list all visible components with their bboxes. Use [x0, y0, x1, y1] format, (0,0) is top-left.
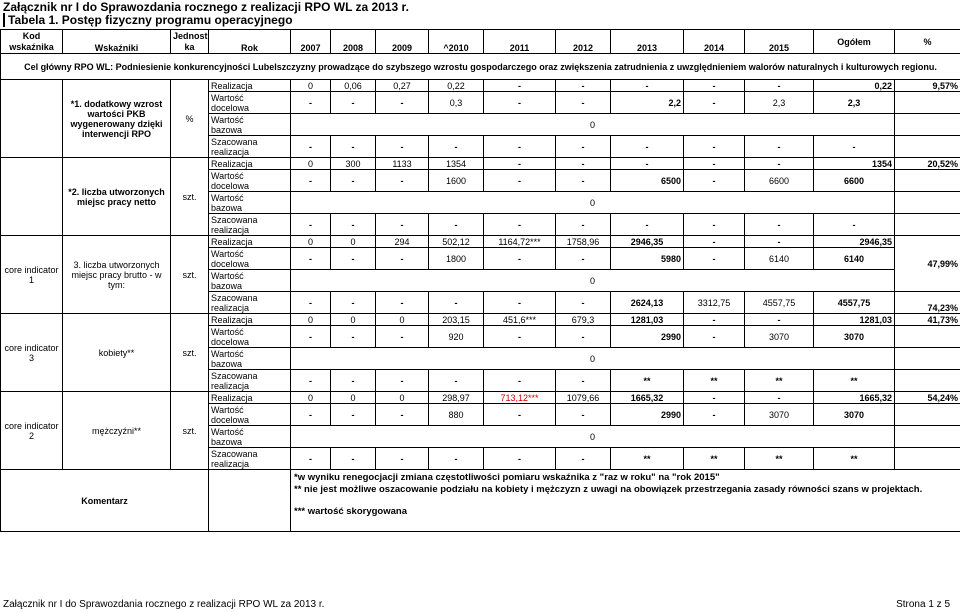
- row-label-bazowa-l2: bazowa: [211, 436, 243, 447]
- szacowana-value: -: [484, 214, 556, 236]
- docelowa-value: -: [291, 170, 331, 192]
- realizacja-value: -: [745, 314, 814, 326]
- indicator-code: [1, 80, 63, 158]
- col-jednostka: Jednost: [171, 30, 209, 42]
- docelowa-value: 6140: [745, 248, 814, 270]
- row-label-docelowa-l2: docelowa: [211, 258, 250, 269]
- szacowana-value: -: [376, 370, 429, 392]
- docelowa-value: -: [556, 170, 611, 192]
- col-kod-2: wskaźnika: [1, 42, 63, 54]
- row-label-docelowa: [209, 404, 291, 426]
- szacowana-value: -: [429, 448, 484, 470]
- docelowa-value: -: [376, 170, 429, 192]
- docelowa-value: -: [684, 170, 745, 192]
- docelowa-value: 3070: [745, 404, 814, 426]
- bazowa-value: 0: [291, 348, 895, 370]
- docelowa-value: -: [331, 170, 376, 192]
- szacowana-value: -: [484, 292, 556, 314]
- bazowa-pct: [895, 348, 960, 370]
- table-row: [1, 314, 960, 326]
- bazowa-pct: [895, 426, 960, 448]
- indicator-code: core indicator 1: [1, 236, 63, 314]
- realizacja-value: -: [745, 80, 814, 92]
- row-label-bazowa: [209, 426, 291, 448]
- row-label-szacowana-l2: realizacja: [211, 224, 250, 235]
- szacowana-pct: [895, 370, 960, 392]
- docelowa-pct: [895, 170, 960, 192]
- realizacja-value: -: [484, 80, 556, 92]
- szacowana-value: **: [611, 370, 684, 392]
- szacowana-pct: [895, 448, 960, 470]
- comment-3: *** wartość skorygowana: [294, 506, 407, 517]
- docelowa-value: -: [376, 248, 429, 270]
- docelowa-value: -: [684, 248, 745, 270]
- docelowa-value: 920: [429, 326, 484, 348]
- realizacja-value: 0: [291, 392, 331, 404]
- realizacja-value: 1354: [429, 158, 484, 170]
- comments-text: [291, 470, 960, 532]
- szacowana-value: **: [684, 370, 745, 392]
- szacowana-value: -: [556, 292, 611, 314]
- realizacja-value: -: [684, 392, 745, 404]
- row-label-realizacja: Realizacja: [209, 392, 291, 404]
- row-label-bazowa-l1: Wartość: [211, 426, 244, 437]
- szacowana-value: -: [556, 448, 611, 470]
- row-label-docelowa-l2: docelowa: [211, 102, 250, 113]
- szacowana-pct: 74,23%: [895, 292, 960, 314]
- footer-page: Strona 1 z 5: [896, 599, 950, 610]
- docelowa-pct: [895, 326, 960, 348]
- docelowa-value: -: [291, 248, 331, 270]
- docelowa-total: 2,3: [814, 92, 895, 114]
- indicator-name: kobiety**: [63, 314, 171, 392]
- row-label-szacowana: [209, 136, 291, 158]
- szacowana-value: -: [291, 370, 331, 392]
- row-label-szacowana-l2: realizacja: [211, 458, 250, 469]
- row-label-docelowa: [209, 92, 291, 114]
- szacowana-total: 4557,75: [814, 292, 895, 314]
- realizacja-value: 0: [291, 314, 331, 326]
- indicator-unit: szt.: [171, 236, 209, 314]
- realizacja-value: 0: [291, 80, 331, 92]
- realizacja-pct: 9,57%: [895, 80, 960, 92]
- docelowa-value: -: [331, 92, 376, 114]
- szacowana-value: **: [684, 448, 745, 470]
- bazowa-value: 0: [291, 192, 895, 214]
- bazowa-value: 0: [291, 426, 895, 448]
- docelowa-value: 880: [429, 404, 484, 426]
- row-label-bazowa-l2: bazowa: [211, 280, 243, 291]
- col-jednostka-2: ka: [171, 42, 209, 54]
- docelowa-value: 3070: [745, 326, 814, 348]
- szacowana-value: **: [611, 448, 684, 470]
- col-2013: 2013: [611, 30, 684, 54]
- row-label-szacowana-l1: Szacowana: [211, 136, 258, 147]
- col-2011: 2011: [484, 30, 556, 54]
- realizacja-value: 0: [331, 392, 376, 404]
- szacowana-value: 4557,75: [745, 292, 814, 314]
- realizacja-value: 1281,03: [611, 314, 684, 326]
- indicator-unit: %: [171, 80, 209, 158]
- indicator-name: *1. dodatkowy wzrost wartości PKB wygenerowany dzięki interwencji RPO: [63, 80, 171, 158]
- col-pct: %: [895, 30, 960, 54]
- szacowana-value: -: [429, 214, 484, 236]
- realizacja-value: 0,22: [429, 80, 484, 92]
- realizacja-value: -: [556, 158, 611, 170]
- szacowana-value: -: [484, 136, 556, 158]
- szacowana-value: -: [376, 292, 429, 314]
- szacowana-value: -: [556, 136, 611, 158]
- row-label-szacowana: [209, 292, 291, 314]
- table-caption: Tabela 1. Postęp fizyczny programu operacyjnego: [3, 13, 293, 27]
- docelowa-value: -: [291, 92, 331, 114]
- col-2009: 2009: [376, 30, 429, 54]
- realizacja-value: -: [611, 158, 684, 170]
- row-label-szacowana-l1: Szacowana: [211, 292, 258, 303]
- docelowa-value: 1600: [429, 170, 484, 192]
- comments-spacer: [209, 470, 291, 532]
- bazowa-pct: [895, 114, 960, 136]
- row-label-szacowana-l1: Szacowana: [211, 448, 258, 459]
- row-label-docelowa-l2: docelowa: [211, 336, 250, 347]
- realizacja-value: 1079,66: [556, 392, 611, 404]
- docelowa-value: -: [484, 404, 556, 426]
- szacowana-value: -: [611, 214, 684, 236]
- comments-row: [1, 470, 960, 532]
- row-label-bazowa-l2: bazowa: [211, 202, 243, 213]
- row-label-bazowa: [209, 192, 291, 214]
- szacowana-value: -: [331, 370, 376, 392]
- docelowa-value: -: [684, 404, 745, 426]
- szacowana-value: -: [376, 136, 429, 158]
- row-label-szacowana: [209, 214, 291, 236]
- szacowana-value: -: [376, 214, 429, 236]
- realizacja-value: -: [484, 158, 556, 170]
- docelowa-value: 2990: [611, 326, 684, 348]
- progress-table: [0, 29, 960, 532]
- realizacja-total: 1665,32: [814, 392, 895, 404]
- szacowana-value: -: [745, 214, 814, 236]
- realizacja-total: 1354: [814, 158, 895, 170]
- realizacja-total: 0,22: [814, 80, 895, 92]
- table-row: [1, 236, 960, 248]
- szacowana-pct: [895, 214, 960, 236]
- docelowa-value: -: [684, 326, 745, 348]
- col-wskazniki: Wskaźniki: [63, 30, 171, 54]
- docelowa-value: -: [484, 326, 556, 348]
- realizacja-value: 0: [291, 158, 331, 170]
- docelowa-value: -: [291, 404, 331, 426]
- row-label-bazowa-l1: Wartość: [211, 270, 244, 281]
- docelowa-value: 2,3: [745, 92, 814, 114]
- szacowana-value: -: [331, 136, 376, 158]
- comment-2: ** nie jest możliwe oszacowanie podziału na kobiety i mężczyzn z uwagi na obowiązek przestrzegania zasady równości szans w projektach.: [294, 484, 923, 495]
- szacowana-value: -: [331, 292, 376, 314]
- docelowa-value: -: [331, 404, 376, 426]
- szacowana-value: -: [331, 214, 376, 236]
- bazowa-pct: [895, 192, 960, 214]
- docelowa-value: -: [556, 92, 611, 114]
- szacowana-value: -: [611, 136, 684, 158]
- docelowa-value: 0,3: [429, 92, 484, 114]
- document-title: Załącznik nr I do Sprawozdania rocznego z realizacji RPO WL za 2013 r.: [3, 0, 409, 14]
- bazowa-value: 0: [291, 114, 895, 136]
- col-2012: 2012: [556, 30, 611, 54]
- row-label-docelowa: [209, 170, 291, 192]
- szacowana-value: -: [291, 136, 331, 158]
- docelowa-value: -: [484, 170, 556, 192]
- docelowa-value: -: [484, 248, 556, 270]
- row-label-szacowana-l2: realizacja: [211, 146, 250, 157]
- docelowa-total: 3070: [814, 326, 895, 348]
- szacowana-value: -: [291, 448, 331, 470]
- docelowa-value: -: [376, 326, 429, 348]
- indicator-name: 3. liczba utworzonych miejsc pracy brutto - w tym:: [63, 236, 171, 314]
- szacowana-value: -: [484, 370, 556, 392]
- szacowana-value: -: [429, 136, 484, 158]
- realizacja-value: 1164,72***: [484, 236, 556, 248]
- docelowa-value: 2990: [611, 404, 684, 426]
- szacowana-value: -: [376, 448, 429, 470]
- szacowana-value: -: [556, 214, 611, 236]
- row-label-bazowa-l2: bazowa: [211, 358, 243, 369]
- row-label-docelowa: [209, 248, 291, 270]
- szacowana-total: **: [814, 448, 895, 470]
- row-label-szacowana: [209, 370, 291, 392]
- col-rok: Rok: [209, 30, 291, 54]
- row-label-docelowa-l1: Wartość: [211, 326, 244, 337]
- realizacja-value: -: [745, 158, 814, 170]
- szacowana-value: -: [684, 214, 745, 236]
- szacowana-total: -: [814, 136, 895, 158]
- szacowana-value: 2624,13: [611, 292, 684, 314]
- realizacja-value: -: [745, 236, 814, 248]
- row-label-szacowana-l1: Szacowana: [211, 214, 258, 225]
- szacowana-value: -: [684, 136, 745, 158]
- docelowa-value: -: [556, 404, 611, 426]
- row-label-bazowa-l1: Wartość: [211, 348, 244, 359]
- realizacja-total: 1281,03: [814, 314, 895, 326]
- docelowa-total: 6140: [814, 248, 895, 270]
- docelowa-value: -: [376, 92, 429, 114]
- szacowana-value: **: [745, 448, 814, 470]
- realizacja-value: 451,6***: [484, 314, 556, 326]
- szacowana-value: -: [331, 448, 376, 470]
- row-label-bazowa-l1: Wartość: [211, 192, 244, 203]
- szacowana-value: -: [291, 214, 331, 236]
- row-label-docelowa-l1: Wartość: [211, 170, 244, 181]
- docelowa-value: 6600: [745, 170, 814, 192]
- indicator-code: core indicator 3: [1, 314, 63, 392]
- docelowa-value: -: [331, 326, 376, 348]
- row-label-realizacja: Realizacja: [209, 158, 291, 170]
- col-2008: 2008: [331, 30, 376, 54]
- main-goal: Cel główny RPO WL: Podniesienie konkurencyjności Lubelszczyzny prowadzące do szybszego wzrostu gospodarczego oraz zwiększenia zatrudnienia z uwzględnieniem walorów naturalnych i kulturowych regionu.: [1, 54, 960, 80]
- indicator-unit: szt.: [171, 158, 209, 236]
- row-label-realizacja: Realizacja: [209, 314, 291, 326]
- footer-left: Załącznik nr I do Sprawozdania rocznego z realizacji RPO WL za 2013 r.: [3, 599, 325, 610]
- docelowa-value: -: [484, 92, 556, 114]
- realizacja-value: -: [684, 80, 745, 92]
- docelowa-value: -: [331, 248, 376, 270]
- szacowana-total: -: [814, 214, 895, 236]
- realizacja-value: 300: [331, 158, 376, 170]
- row-label-szacowana-l2: realizacja: [211, 302, 250, 313]
- realizacja-value: -: [556, 80, 611, 92]
- realizacja-value: 0: [376, 392, 429, 404]
- row-label-szacowana: [209, 448, 291, 470]
- szacowana-value: -: [291, 292, 331, 314]
- realizacja-value: 0: [331, 236, 376, 248]
- row-label-szacowana-l1: Szacowana: [211, 370, 258, 381]
- indicator-unit: szt.: [171, 314, 209, 392]
- col-2010: ^2010: [429, 30, 484, 54]
- realizacja-pct: 41,73%: [895, 314, 960, 326]
- row-label-szacowana-l2: realizacja: [211, 380, 250, 391]
- docelowa-value: 1800: [429, 248, 484, 270]
- indicator-code: [1, 158, 63, 236]
- realizacja-value: 0: [331, 314, 376, 326]
- docelowa-value: -: [376, 404, 429, 426]
- realizacja-pct: 20,52%: [895, 158, 960, 170]
- row-label-docelowa-l1: Wartość: [211, 248, 244, 259]
- row-label-docelowa-l2: docelowa: [211, 180, 250, 191]
- realizacja-value: 298,97: [429, 392, 484, 404]
- docelowa-value: -: [556, 248, 611, 270]
- col-2014: 2014: [684, 30, 745, 54]
- szacowana-value: -: [429, 370, 484, 392]
- realizacja-value: 713,12***: [484, 392, 556, 404]
- realizacja-value: -: [684, 158, 745, 170]
- row-label-realizacja: Realizacja: [209, 80, 291, 92]
- realizacja-value: 0: [291, 236, 331, 248]
- indicator-unit: szt.: [171, 392, 209, 470]
- realizacja-total: 2946,35: [814, 236, 895, 248]
- realizacja-value: -: [684, 236, 745, 248]
- szacowana-value: **: [745, 370, 814, 392]
- row-label-bazowa: [209, 348, 291, 370]
- col-2015: 2015: [745, 30, 814, 54]
- szacowana-value: -: [484, 448, 556, 470]
- realizacja-value: 0,27: [376, 80, 429, 92]
- realizacja-pct: 54,24%: [895, 392, 960, 404]
- col-kod: Kod: [1, 30, 63, 42]
- row-label-docelowa-l1: Wartość: [211, 404, 244, 415]
- realizacja-value: 1133: [376, 158, 429, 170]
- realizacja-value: -: [684, 314, 745, 326]
- header-row: [1, 30, 960, 42]
- szacowana-value: -: [429, 292, 484, 314]
- realizacja-value: 294: [376, 236, 429, 248]
- realizacja-value: 679,3: [556, 314, 611, 326]
- comments-label: Komentarz: [1, 470, 209, 532]
- realizacja-value: 0,06: [331, 80, 376, 92]
- docelowa-value: -: [556, 326, 611, 348]
- docelowa-value: -: [291, 326, 331, 348]
- docelowa-value: -: [684, 92, 745, 114]
- docelowa-pct: [895, 404, 960, 426]
- docelowa-total: 3070: [814, 404, 895, 426]
- table-row: [1, 80, 960, 92]
- row-label-docelowa: [209, 326, 291, 348]
- row-label-bazowa-l2: bazowa: [211, 124, 243, 135]
- szacowana-total: **: [814, 370, 895, 392]
- row-label-docelowa-l2: docelowa: [211, 414, 250, 425]
- indicator-name: mężczyźni**: [63, 392, 171, 470]
- szacowana-value: -: [556, 370, 611, 392]
- docelowa-pct: [895, 92, 960, 114]
- realizacja-pct: 47,99%: [895, 236, 960, 292]
- realizacja-value: 203,15: [429, 314, 484, 326]
- indicator-code: core indicator 2: [1, 392, 63, 470]
- realizacja-value: 1758,96: [556, 236, 611, 248]
- docelowa-value: 5980: [611, 248, 684, 270]
- szacowana-value: -: [745, 136, 814, 158]
- row-label-bazowa-l1: Wartość: [211, 114, 244, 125]
- realizacja-value: -: [611, 80, 684, 92]
- table-row: [1, 158, 960, 170]
- row-label-docelowa-l1: Wartość: [211, 92, 244, 103]
- comment-1: *w wyniku renegocjacji zmiana częstotliwości pomiaru wskaźnika z "raz w roku" na "rok 2015": [294, 472, 720, 483]
- realizacja-value: 1665,32: [611, 392, 684, 404]
- table-row: [1, 392, 960, 404]
- col-2007: 2007: [291, 30, 331, 54]
- row-label-realizacja: Realizacja: [209, 236, 291, 248]
- szacowana-value: 3312,75: [684, 292, 745, 314]
- realizacja-value: 502,12: [429, 236, 484, 248]
- col-ogolem: Ogółem: [814, 30, 895, 54]
- docelowa-total: 6600: [814, 170, 895, 192]
- docelowa-value: 2,2: [611, 92, 684, 114]
- row-label-bazowa: [209, 270, 291, 292]
- szacowana-pct: [895, 136, 960, 158]
- row-label-bazowa: [209, 114, 291, 136]
- docelowa-value: 6500: [611, 170, 684, 192]
- realizacja-value: 0: [376, 314, 429, 326]
- indicator-name: *2. liczba utworzonych miejsc pracy netto: [63, 158, 171, 236]
- realizacja-value: -: [745, 392, 814, 404]
- bazowa-value: 0: [291, 270, 895, 292]
- realizacja-value: 2946,35: [611, 236, 684, 248]
